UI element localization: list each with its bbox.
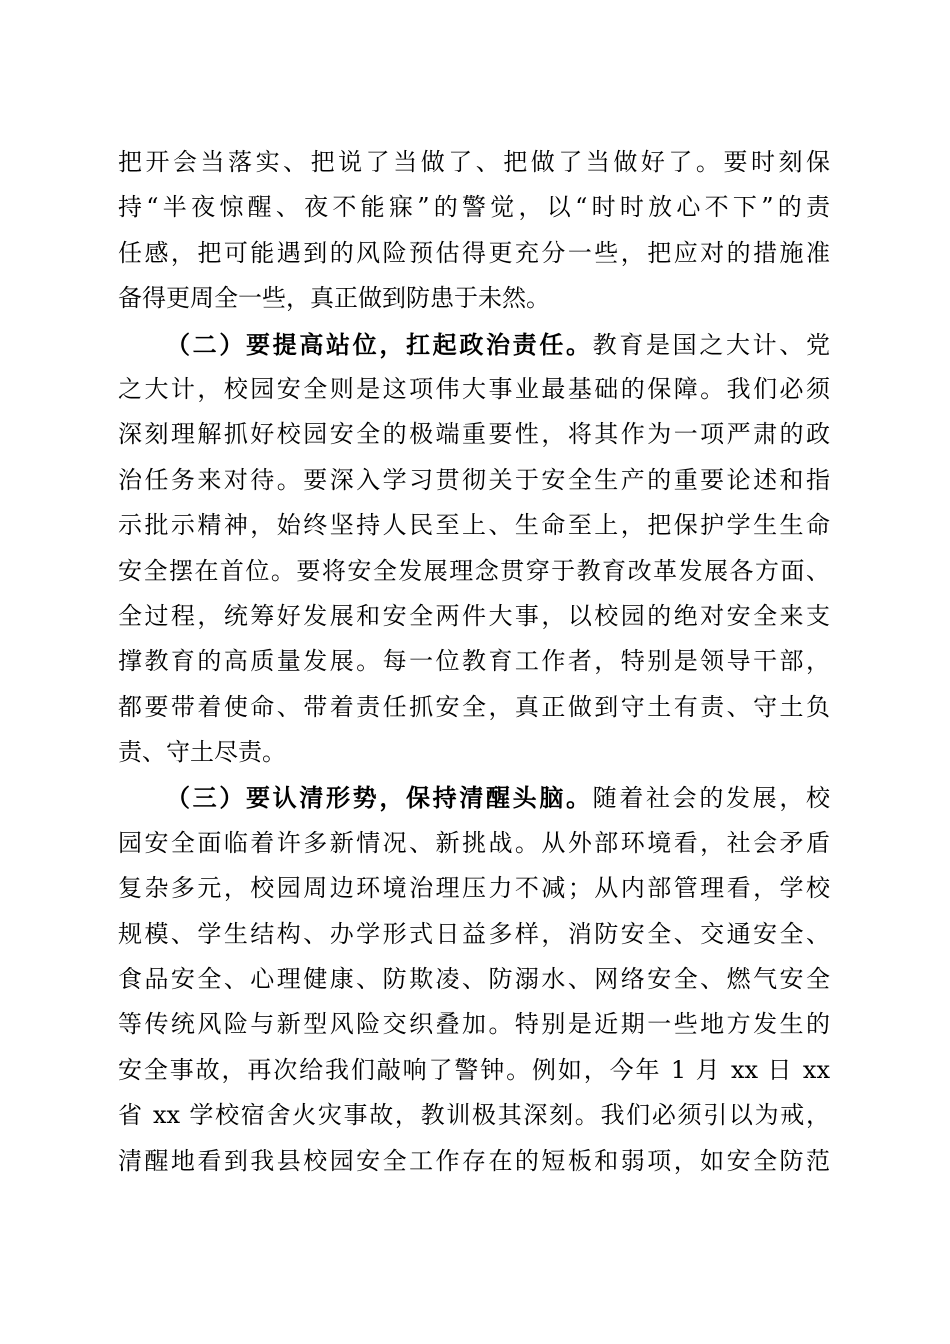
text-line: 示批示精神，始终坚持人民至上、生命至上，把保护学生生命 [118, 511, 830, 540]
text-line: 全过程，统筹好发展和安全两件大事，以校园的绝对安全来支 [118, 601, 830, 630]
text-line: 都要带着使命、带着责任抓安全，真正做到守土有责、守土负 [118, 692, 830, 721]
text-line: 食品安全、心理健康、防欺凌、防溺水、网络安全、燃气安全 [118, 965, 830, 994]
text-line: 清醒地看到我县校园安全工作存在的短板和弱项，如安全防范 [118, 1146, 830, 1175]
text-line: 复杂多元，校园周边环境治理压力不减；从内部管理看，学校 [118, 874, 830, 903]
document-body [118, 140, 830, 1184]
paragraph-continuation [118, 140, 830, 322]
text-line: 任感，把可能遇到的风险预估得更充分一些，把应对的措施准 [118, 238, 830, 267]
text-line: 规模、学生结构、办学形式日益多样，消防安全、交通安全、 [118, 919, 830, 948]
text-line: 持“半夜惊醒、夜不能寐”的警觉，以“时时放心不下”的责 [118, 193, 830, 222]
text-line: 安全摆在首位。要将安全发展理念贯穿于教育改革发展各方面、 [118, 556, 830, 585]
text-line: 之大计，校园安全则是这项伟大事业最基础的保障。我们必须 [118, 374, 830, 403]
text-line: 省 xx 学校宿舍火灾事故，教训极其深刻。我们必须引以为戒， [118, 1101, 830, 1130]
text-line: 等传统风险与新型风险交织叠加。特别是近期一些地方发生的 [118, 1010, 830, 1039]
paragraph-situation-awareness [118, 775, 830, 1184]
text-line [118, 322, 830, 367]
section-text: 教育是国之大计、党 [592, 330, 831, 359]
section-text: 随着社会的发展，校 [592, 784, 831, 813]
text-line [118, 775, 830, 820]
section-heading-2: （二）要提高站位，扛起政治责任。 [166, 329, 593, 359]
text-line: 深刻理解抓好校园安全的极端重要性，将其作为一项严肃的政 [118, 420, 830, 449]
text-line: 把开会当落实、把说了当做了、把做了当做好了。要时刻保 [118, 148, 830, 176]
text-line: 园安全面临着许多新情况、新挑战。从外部环境看，社会矛盾 [118, 828, 830, 857]
text-line: 责、守土尽责。 [118, 738, 286, 767]
section-heading-3: （三）要认清形势，保持清醒头脑。 [166, 783, 593, 813]
text-line: 安全事故，再次给我们敲响了警钟。例如，今年 1 月 xx 日 xx [118, 1055, 830, 1084]
text-line: 治任务来对待。要深入学习贯彻关于安全生产的重要论述和指 [118, 465, 830, 494]
text-line: 撑教育的高质量发展。每一位教育工作者，特别是领导干部， [118, 647, 830, 676]
paragraph-political-responsibility [118, 322, 830, 776]
text-line: 备得更周全一些，真正做到防患于未然。 [118, 284, 550, 313]
